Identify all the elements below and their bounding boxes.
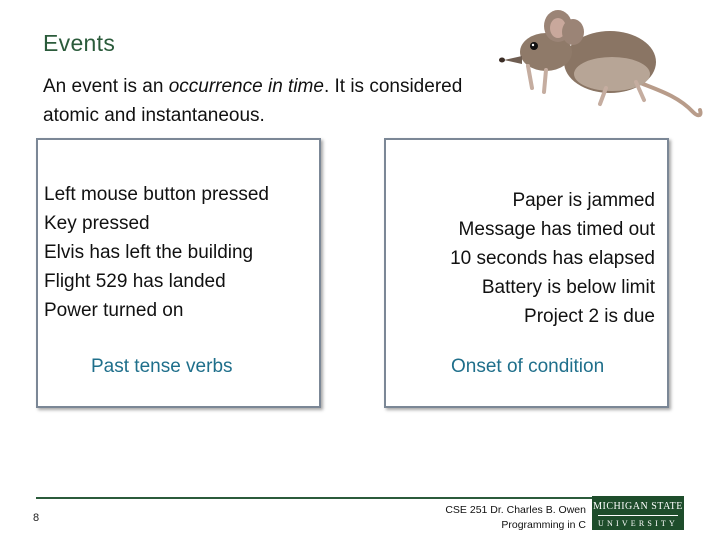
logo-line-1: MICHIGAN STATE <box>593 501 683 512</box>
condition-list <box>450 186 655 331</box>
intro-emphasis: occurrence in time <box>168 76 324 97</box>
condition-caption: Onset of condition <box>451 356 605 377</box>
msu-logo <box>592 496 684 530</box>
list-item: Left mouse button pressed <box>44 184 269 205</box>
list-item: Project 2 is due <box>524 306 655 327</box>
credit-line-2: Programming in C <box>501 519 586 531</box>
footer-divider <box>36 497 684 499</box>
list-item: Paper is jammed <box>512 190 655 211</box>
list-item: 10 seconds has elapsed <box>450 248 655 269</box>
list-item: Key pressed <box>44 213 150 234</box>
credit-line-1: CSE 251 Dr. Charles B. Owen <box>445 504 586 516</box>
list-item: Elvis has left the building <box>44 242 254 263</box>
intro-text <box>43 72 463 130</box>
footer-credits <box>445 503 586 533</box>
past-tense-list <box>44 180 269 325</box>
past-tense-caption: Past tense verbs <box>91 356 233 377</box>
list-item: Message has timed out <box>458 219 655 240</box>
slide-title: Events <box>43 30 116 56</box>
intro-part1: An event is an <box>43 76 169 97</box>
past-tense-box <box>36 138 321 408</box>
list-item: Flight 529 has landed <box>44 271 226 292</box>
page-number: 8 <box>33 512 40 524</box>
logo-line-2: UNIVERSITY <box>598 519 678 528</box>
mouse-image <box>488 4 710 120</box>
condition-box <box>384 138 669 408</box>
list-item: Battery is below limit <box>481 277 655 298</box>
intro-part2: . It is considered atomic and instantaneous. <box>43 76 463 126</box>
list-item: Power turned on <box>44 300 184 321</box>
logo-rule <box>598 515 678 516</box>
